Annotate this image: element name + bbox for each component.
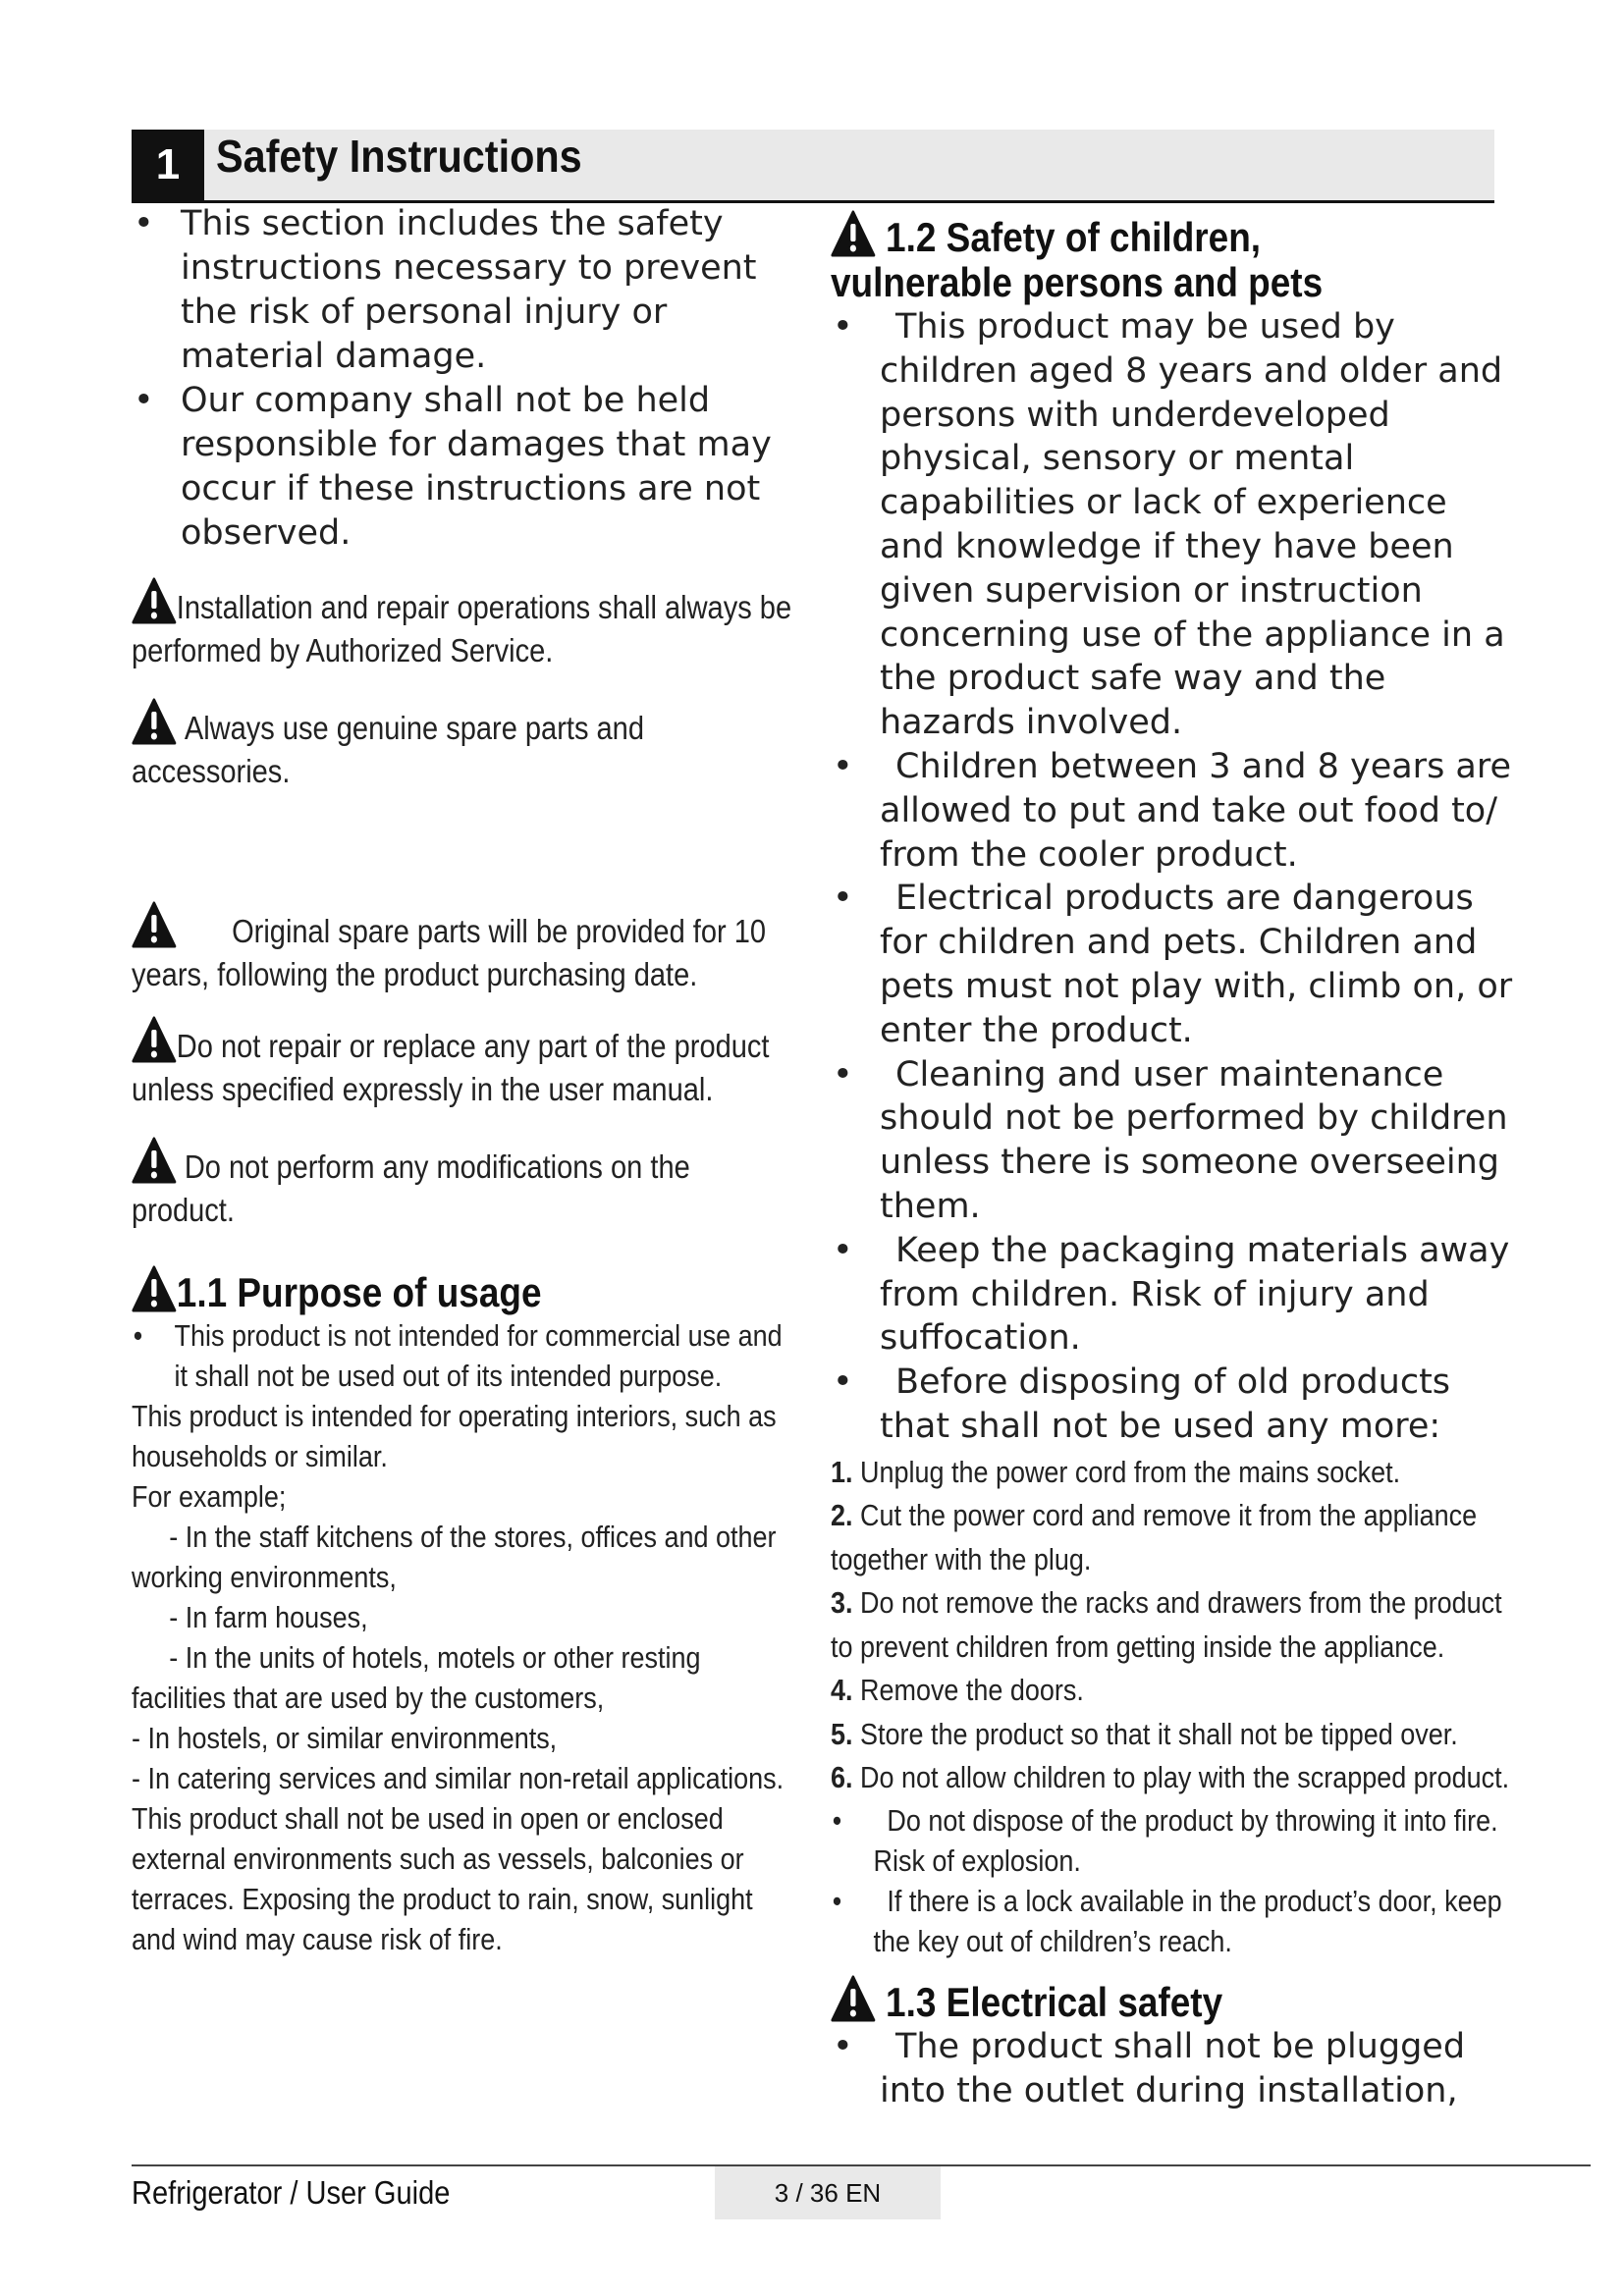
- section-header: [132, 130, 1494, 203]
- warning-icon: [132, 1016, 177, 1063]
- warning-icon: [132, 577, 177, 624]
- disposal-steps: [831, 1451, 1518, 1961]
- purpose-paragraph: For example;: [132, 1479, 287, 1514]
- purpose-bullet-list: [132, 1315, 789, 1396]
- children-bullet: • Children between 3 and 8 years are allowed to put and take out food to/ from the cooler product.: [831, 745, 1518, 877]
- example-item: - In hostels, or similar environments,: [132, 1721, 558, 1755]
- warning-icon: [132, 1137, 177, 1184]
- step-item: 4. Remove the doors.: [831, 1673, 1084, 1708]
- tail-bullet: • Do not dispose of the product by throwing it into fire. Risk of explosion.: [831, 1800, 1518, 1881]
- warning-icon: [132, 901, 177, 948]
- warning-paragraph: Do not perform any modifications on the product.: [132, 1137, 791, 1232]
- children-bullet: • Before disposing of old products that shall not be used any more:: [831, 1361, 1518, 1449]
- electrical-bullet-list: [831, 2025, 1518, 2113]
- intro-bullet: • Our company shall not be held responsible for damages that may occur if these instructions are not observed.: [132, 379, 789, 556]
- purpose-body: [132, 1315, 789, 1959]
- purpose-bullet: • This product is not intended for commercial use and it shall not be used out of its intended purpose.: [132, 1315, 789, 1396]
- step-item: 2. Cut the power cord and remove it from the appliance together with the plug.: [831, 1498, 1478, 1576]
- page-number: 3 / 36 EN: [715, 2166, 941, 2219]
- intro-bullet: • This section includes the safety instructions necessary to prevent the risk of personal injury or material damage.: [132, 202, 789, 379]
- footer-doc-title: Refrigerator / User Guide: [132, 2174, 451, 2211]
- warning-icon: [831, 1975, 876, 2022]
- electrical-heading: 1.3 Electrical safety: [831, 1975, 1520, 2025]
- children-bullet: • Electrical products are dangerous for children and pets. Children and pets must not play with, climb on, or enter the product.: [831, 877, 1518, 1052]
- left-column: [132, 202, 792, 1959]
- step-item: 1. Unplug the power cord from the mains socket.: [831, 1454, 1401, 1489]
- example-item: - In catering services and similar non-retail applications.: [132, 1761, 785, 1795]
- warning-paragraph: Do not repair or replace any part of the product unless specified expressly in the user manual.: [132, 1016, 791, 1111]
- step-item: 3. Do not remove the racks and drawers from the product to prevent children from getting inside the appliance.: [831, 1585, 1502, 1664]
- children-bullet-list: [831, 305, 1518, 1449]
- warning-paragraph: Original spare parts will be provided for 10 years, following the product purchasing date.: [132, 901, 791, 996]
- example-item: - In farm houses,: [169, 1600, 368, 1634]
- section-title: Safety Instructions: [216, 131, 582, 182]
- step-item: 6. Do not allow children to play with the scrapped product.: [831, 1760, 1510, 1795]
- purpose-heading: 1.1 Purpose of usage: [132, 1265, 791, 1315]
- warning-icon: [132, 1265, 177, 1312]
- warning-paragraph: Installation and repair operations shall always be performed by Authorized Service.: [132, 577, 791, 672]
- tail-bullet: • If there is a lock available in the product’s door, keep the key out of children’s reach.: [831, 1881, 1518, 1961]
- purpose-paragraph: This product is intended for operating interiors, such as households or similar.: [132, 1399, 777, 1473]
- children-heading: 1.2 Safety of children, vulnerable persons and pets: [831, 210, 1520, 305]
- children-bullet: • Keep the packaging materials away from children. Risk of injury and suffocation.: [831, 1229, 1518, 1361]
- purpose-paragraph: This product shall not be used in open or enclosed external environments such as vessels, balconies or terraces. Exposing the product to rain, snow, sunlight and wind may cause risk of fire.: [132, 1801, 753, 1956]
- section-number: 1: [132, 130, 204, 200]
- example-item: - In the staff kitchens of the stores, offices and other working environments,: [132, 1520, 777, 1594]
- right-column: [831, 210, 1518, 2113]
- intro-bullet-list: [132, 202, 789, 556]
- tail-bullet-list: [831, 1800, 1518, 1961]
- children-bullet: • Cleaning and user maintenance should not be performed by children unless there is someone overseeing them.: [831, 1053, 1518, 1229]
- warning-paragraph: Always use genuine spare parts and accessories.: [132, 698, 791, 793]
- step-item: 5. Store the product so that it shall not be tipped over.: [831, 1716, 1458, 1751]
- warning-icon: [132, 698, 177, 745]
- example-item: - In the units of hotels, motels or other resting facilities that are used by the customers,: [132, 1640, 701, 1715]
- warning-icon: [831, 210, 876, 257]
- electrical-bullet: • The product shall not be plugged into the outlet during installation,: [831, 2025, 1518, 2113]
- children-bullet: • This product may be used by children aged 8 years and older and persons with underdeveloped physical, sensory or mental capabilities or lack of experience and knowledge if they have been given supervision or instruction concerning use of the appliance in a the product safe way and the hazards involved.: [831, 305, 1518, 745]
